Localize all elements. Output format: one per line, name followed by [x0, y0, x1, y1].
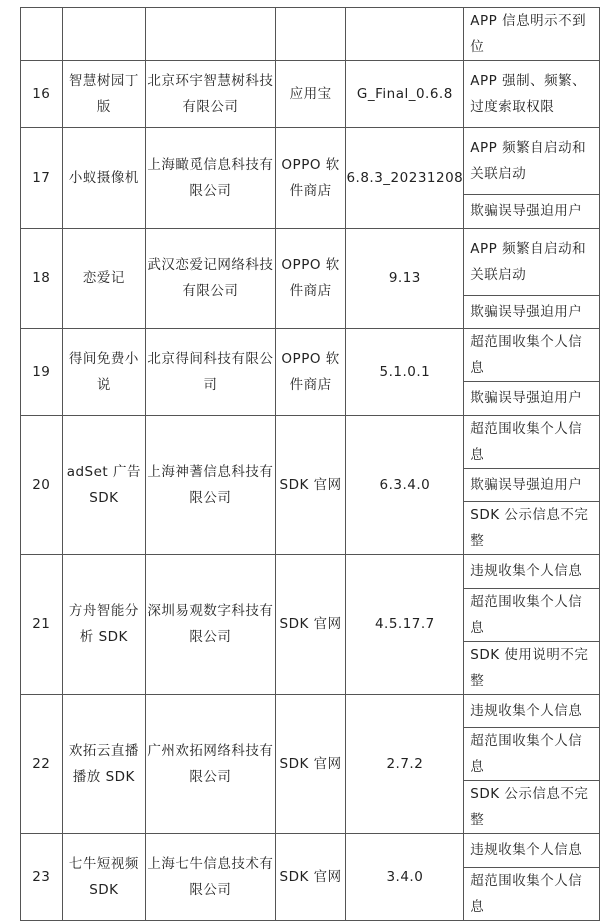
cell-source-text: OPPO 软件商店 — [281, 350, 340, 393]
cell-company — [146, 61, 276, 128]
cell-source-text: SDK 官网 — [279, 868, 342, 885]
cell-issue: SDK 公示信息不完整 — [464, 781, 600, 834]
cell-no — [21, 329, 63, 416]
cell-source — [275, 329, 346, 416]
cell-version — [346, 555, 464, 695]
cell-no-text: 23 — [32, 868, 51, 885]
cell-source — [275, 555, 346, 695]
cell-source-text: OPPO 软件商店 — [281, 156, 340, 199]
cell-no-text: 19 — [32, 363, 51, 380]
cell-issue: 超范围收集个人信息 — [464, 728, 600, 781]
cell-source-text: SDK 官网 — [279, 755, 342, 772]
cell-source — [275, 8, 346, 61]
cell-source-text: 应用宝 — [289, 86, 332, 102]
cell-issue: 违规收集个人信息 — [464, 694, 600, 728]
regulation-table — [20, 7, 600, 921]
cell-source-text: SDK 官网 — [279, 616, 342, 633]
cell-version — [346, 415, 464, 555]
table-body — [21, 8, 600, 921]
cell-company-text: 上海瞰觅信息科技有限公司 — [147, 156, 274, 199]
cell-name-text: 方舟智能分析 SDK — [68, 603, 139, 646]
cell-name — [62, 61, 146, 128]
cell-company-text: 北京环宇智慧树科技有限公司 — [147, 73, 274, 115]
cell-company-text: 上海七牛信息技术有限公司 — [147, 855, 274, 898]
cell-version-text: 5.1.0.1 — [379, 363, 431, 380]
cell-company-text: 武汉恋爱记网络科技有限公司 — [147, 257, 274, 300]
cell-source — [275, 694, 346, 834]
cell-no-text: 22 — [32, 755, 51, 772]
cell-company-text: 北京得间科技有限公司 — [147, 350, 274, 393]
cell-name-text: 得间免费小说 — [68, 350, 139, 393]
table-row — [21, 128, 600, 195]
cell-issue: 欺骗误导强迫用户 — [464, 382, 600, 416]
table-row — [21, 555, 600, 589]
cell-version-text: G_Final_0.6.8 — [356, 86, 453, 102]
cell-source — [275, 228, 346, 329]
cell-no — [21, 834, 63, 921]
cell-version-text: 9.13 — [388, 270, 421, 287]
cell-no — [21, 228, 63, 329]
table-row — [21, 329, 600, 382]
cell-name-text: 恋爱记 — [82, 270, 125, 287]
cell-company-text: 深圳易观数字科技有限公司 — [147, 603, 274, 646]
cell-no — [21, 555, 63, 695]
cell-issue: 欺骗误导强迫用户 — [464, 468, 600, 502]
table-row-top — [21, 8, 600, 61]
cell-version-text: 4.5.17.7 — [374, 616, 435, 633]
cell-issue: APP 强制、频繁、过度索取权限 — [464, 61, 600, 128]
cell-name-text: 智慧树园丁版 — [68, 73, 139, 115]
cell-version — [346, 8, 464, 61]
cell-name — [62, 329, 146, 416]
cell-name-text: 七牛短视频 SDK — [68, 855, 139, 898]
cell-issue: 超范围收集个人信息 — [464, 867, 600, 920]
cell-name — [62, 8, 146, 61]
cell-issue: SDK 使用说明不完整 — [464, 641, 600, 694]
cell-source — [275, 61, 346, 128]
cell-no-text: 20 — [32, 476, 51, 493]
cell-company — [146, 329, 276, 416]
cell-company — [146, 415, 276, 555]
cell-issue: APP 频繁自启动和关联启动 — [464, 228, 600, 295]
cell-company — [146, 555, 276, 695]
cell-name — [62, 834, 146, 921]
cell-name — [62, 694, 146, 834]
cell-source-text: SDK 官网 — [279, 476, 342, 493]
cell-version — [346, 694, 464, 834]
table-row — [21, 228, 600, 295]
cell-name-text: 欢拓云直播播放 SDK — [68, 742, 139, 785]
cell-issue: 欺骗误导强迫用户 — [464, 295, 600, 329]
cell-version-text: 6.3.4.0 — [379, 476, 431, 493]
cell-no — [21, 8, 63, 61]
cell-issue: APP 频繁自启动和关联启动 — [464, 128, 600, 195]
cell-no — [21, 128, 63, 229]
table-row — [21, 694, 600, 728]
cell-version — [346, 329, 464, 416]
cell-company — [146, 8, 276, 61]
cell-no-text: 16 — [32, 86, 51, 102]
cell-company — [146, 834, 276, 921]
cell-version-text: 6.8.3_20231208 — [346, 169, 464, 186]
cell-issue: 超范围收集个人信息 — [464, 329, 600, 382]
cell-version-text: 2.7.2 — [386, 755, 424, 772]
cell-issue: 违规收集个人信息 — [464, 555, 600, 589]
table-row — [21, 61, 600, 128]
cell-company-text: 上海神蓍信息科技有限公司 — [147, 463, 274, 506]
cell-issue: 欺骗误导强迫用户 — [464, 195, 600, 229]
cell-no-text: 17 — [32, 169, 51, 186]
cell-no — [21, 694, 63, 834]
cell-company — [146, 128, 276, 229]
cell-name — [62, 415, 146, 555]
cell-company — [146, 694, 276, 834]
cell-name — [62, 128, 146, 229]
cell-name-text: adSet 广告 SDK — [66, 463, 141, 506]
cell-issue: 违规收集个人信息 — [464, 834, 600, 868]
cell-company — [146, 228, 276, 329]
cell-source — [275, 834, 346, 921]
cell-name-text: 小蚁摄像机 — [68, 169, 139, 186]
cell-version-text: 3.4.0 — [386, 868, 424, 885]
cell-source-text: OPPO 软件商店 — [281, 257, 340, 300]
cell-version — [346, 61, 464, 128]
cell-no-text: 21 — [32, 616, 51, 633]
cell-version — [346, 128, 464, 229]
cell-source — [275, 415, 346, 555]
cell-company-text: 广州欢拓网络科技有限公司 — [147, 742, 274, 785]
cell-source — [275, 128, 346, 229]
cell-no — [21, 415, 63, 555]
cell-no — [21, 61, 63, 128]
cell-issue: SDK 公示信息不完整 — [464, 502, 600, 555]
table-row — [21, 834, 600, 868]
cell-name — [62, 228, 146, 329]
cell-issue: 超范围收集个人信息 — [464, 415, 600, 468]
cell-version — [346, 228, 464, 329]
cell-issue: 超范围收集个人信息 — [464, 588, 600, 641]
cell-name — [62, 555, 146, 695]
table-row — [21, 415, 600, 468]
cell-version — [346, 834, 464, 921]
cell-no-text: 18 — [32, 270, 51, 287]
cell-issue: APP 信息明示不到位 — [464, 8, 600, 61]
